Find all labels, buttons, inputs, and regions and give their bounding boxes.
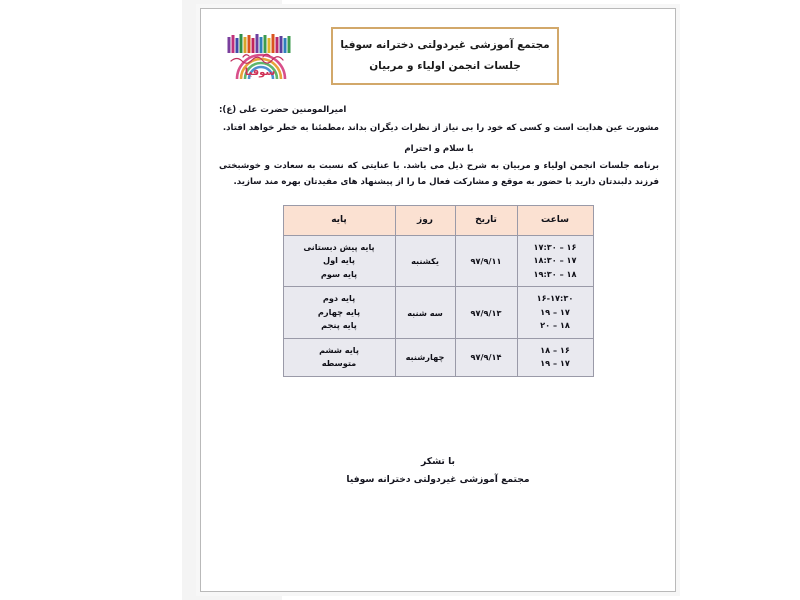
cell-time	[517, 287, 593, 339]
grade-item: پایه دوم	[322, 293, 356, 304]
column-header-grade: پایه	[283, 205, 395, 235]
grade-item: پایه سوم	[320, 268, 358, 279]
column-header-date: تاریخ	[455, 205, 517, 235]
announcement-text: برنامه جلسات انجمن اولیاء و مربیان به شرح ذیل می باشد. با عنایتی که نسبت به سعادت و خوشبختی فرزند دلبندتان دارید با حضور به موقع و مشارکت فعال ما را از پیشنهاد های مفیدتان بهره مند سازید.	[219, 160, 659, 187]
cell-grade	[283, 287, 395, 339]
grade-item: پایه چهارم	[317, 306, 361, 317]
title-box	[331, 27, 559, 85]
document-subtitle: جلسات انجمن اولیاء و مربیان	[369, 59, 521, 72]
time-slot: ۱۶-۱۷:۳۰	[536, 293, 574, 304]
column-header-time: ساعت	[517, 205, 593, 235]
cell-day: چهارشنبه	[395, 338, 455, 376]
time-slot: ۱۷ – ۱۹	[540, 306, 570, 317]
meeting-schedule-table	[283, 205, 594, 377]
greeting-line: با سلام و احترام	[404, 143, 474, 154]
time-slot: ۱۷ – ۱۹	[540, 358, 570, 369]
cell-date: ۹۷/۹/۱۳	[455, 287, 517, 339]
cell-date: ۹۷/۹/۱۱	[455, 235, 517, 287]
time-slot: ۱۷ – ۱۸:۳۰	[533, 255, 577, 266]
grade-item: متوسطه	[321, 358, 357, 369]
cell-date: ۹۷/۹/۱۴	[455, 338, 517, 376]
thanks-line: با تشکر	[421, 455, 455, 467]
table-row	[283, 235, 593, 287]
schedule-table-container	[215, 205, 661, 377]
table-head	[283, 205, 593, 235]
page-content	[215, 17, 661, 581]
grade-item: پایه اول	[322, 255, 356, 266]
sofia-school-rainbow-logo	[223, 27, 297, 83]
cell-time	[517, 338, 593, 376]
table-body	[283, 235, 593, 376]
document-header	[215, 23, 661, 91]
cell-day: سه شنبه	[395, 287, 455, 339]
cell-time	[517, 235, 593, 287]
time-slot: ۱۸ – ۲۰	[540, 320, 570, 331]
document-page	[200, 8, 676, 592]
signature-line: مجتمع آموزشی غیردولتی دخترانه سوفیا	[346, 473, 530, 485]
table-header-row	[283, 205, 593, 235]
time-slot: ۱۶ – ۱۸	[540, 344, 570, 355]
logo-wordmark: سوفیا	[244, 67, 276, 78]
document-footer	[215, 453, 661, 489]
quote-text: مشورت عین هدایت است و کسی که خود را بی نیاز از نظرات دیگران بداند ،مطمئنا به خطر خواهد افتاد.	[222, 123, 659, 133]
cell-grade	[283, 338, 395, 376]
logo-artwork	[223, 27, 297, 83]
document-body	[215, 105, 661, 191]
cell-day: یکشنبه	[395, 235, 455, 287]
grade-item: پایه پیش دبستانی	[303, 241, 375, 252]
time-slot: ۱۸ – ۱۹:۳۰	[533, 268, 577, 279]
column-header-day: روز	[395, 205, 455, 235]
table-row	[283, 338, 593, 376]
time-slot: ۱۶ – ۱۷:۳۰	[533, 241, 577, 252]
table-row	[283, 287, 593, 339]
grade-item: پایه پنجم	[321, 320, 357, 331]
grade-item: پایه ششم	[319, 344, 359, 355]
cell-grade	[283, 235, 395, 287]
school-name-title: مجتمع آموزشی غیردولتی دخترانه سوفیا	[340, 38, 550, 51]
quote-attribution: امیرالمومنین حضرت علی (ع):	[219, 105, 347, 115]
